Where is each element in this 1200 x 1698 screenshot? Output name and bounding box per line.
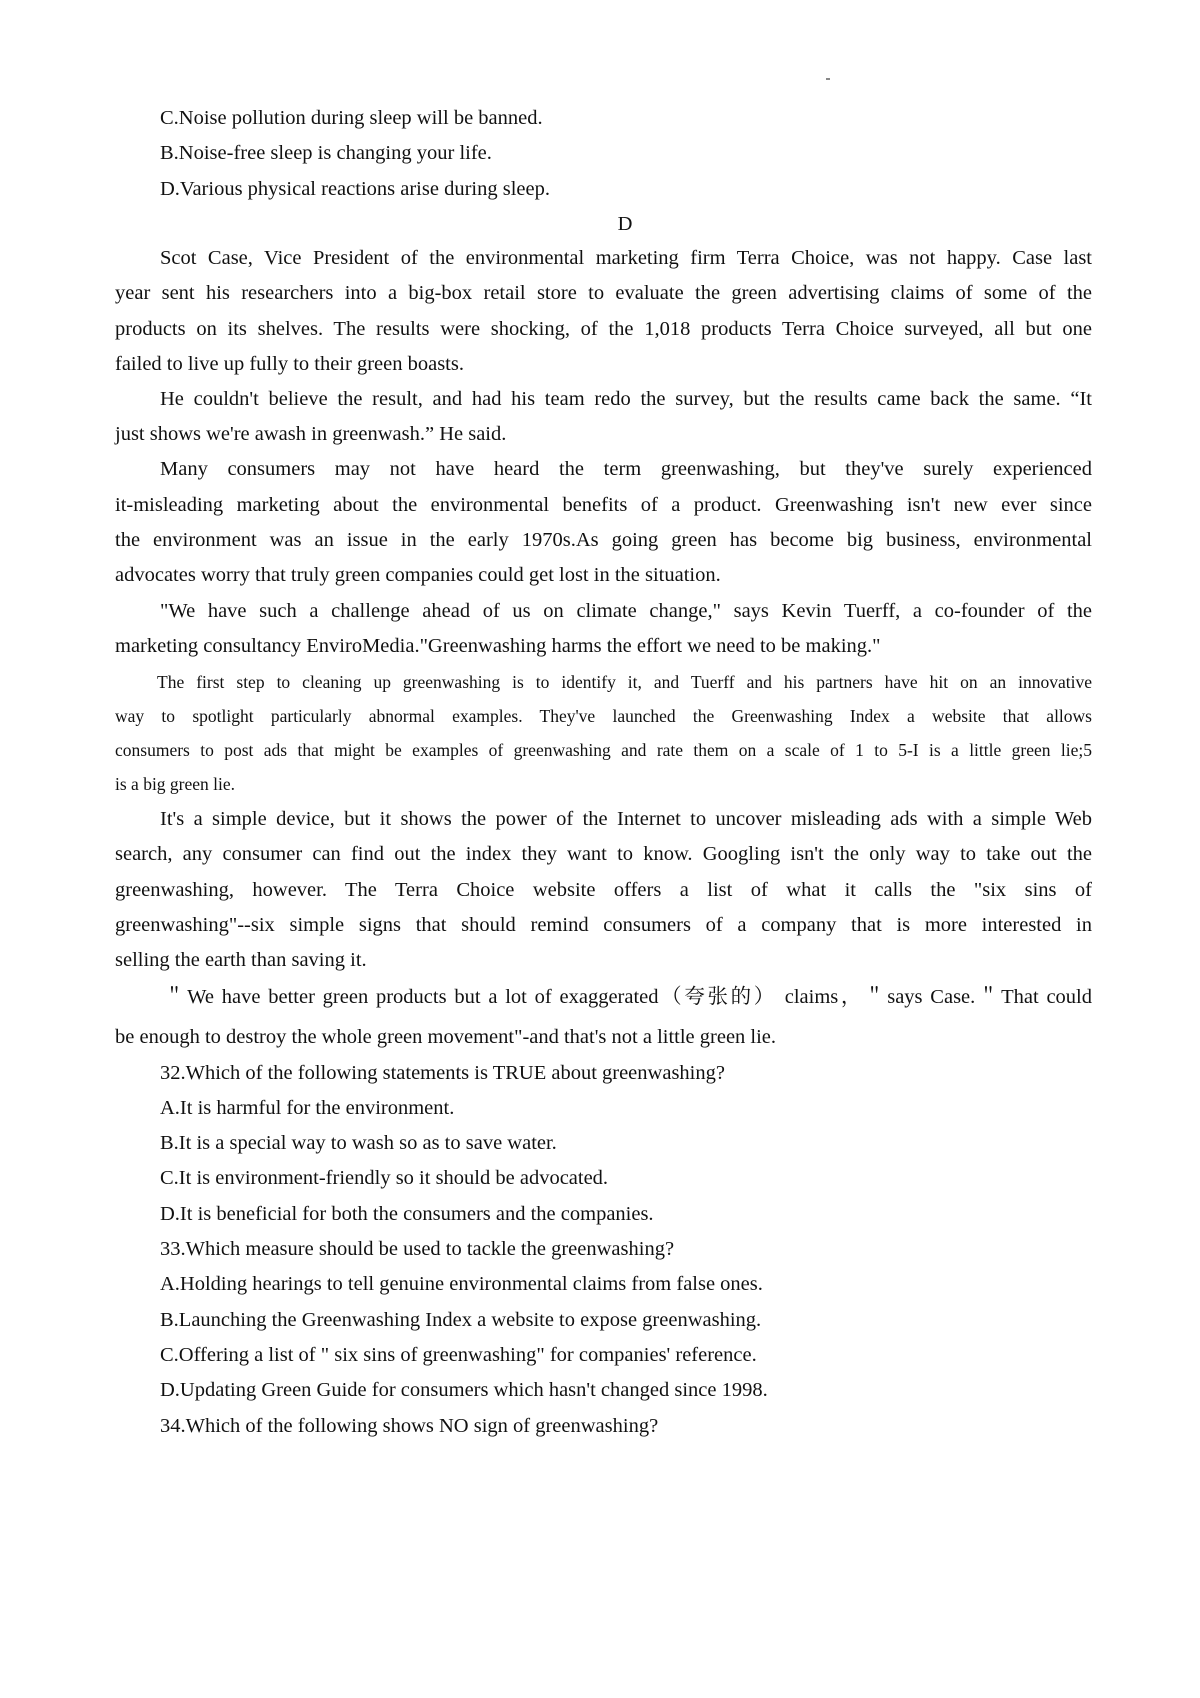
passage-line: "We have such a challenge ahead of us on climate change," says Kevin Tuerff, a co-founder of the	[160, 600, 1092, 622]
passage-line: greenwashing, however. The Terra Choice website offers a list of what it calls the "six sins of	[115, 879, 1092, 901]
scan-mark	[826, 78, 830, 80]
answer-option: A.It is harmful for the environment.	[160, 1097, 455, 1119]
passage-line: the environment was an issue in the early 1970s.As going green has become big business, environmental	[115, 529, 1092, 551]
passage-line: be enough to destroy the whole green movement"-and that's not a little green lie.	[115, 1026, 777, 1048]
passage-line: way to spotlight particularly abnormal examples. They've launched the Greenwashing Index a website that allows	[115, 706, 1092, 726]
passage-line: Many consumers may not have heard the term greenwashing, but they've surely experienced	[160, 458, 1092, 480]
passage-line: selling the earth than saving it.	[115, 949, 367, 971]
passage-line: Scot Case, Vice President of the environmental marketing firm Terra Choice, was not happy. Case last	[160, 247, 1092, 269]
answer-option: A.Holding hearings to tell genuine environmental claims from false ones.	[160, 1273, 763, 1295]
passage-line: it-misleading marketing about the environmental benefits of a product. Greenwashing isn't new ever since	[115, 494, 1092, 516]
passage-line: consumers to post ads that might be examples of greenwashing and rate them on a scale of 1 to 5-I is a little green lie;5	[115, 740, 1092, 760]
passage-line: He couldn't believe the result, and had his team redo the survey, but the results came back the same. “It	[160, 388, 1092, 410]
passage-line: greenwashing"--six simple signs that should remind consumers of a company that is more interested in	[115, 914, 1092, 936]
prev-option-c: C.Noise pollution during sleep will be banned.	[160, 107, 543, 129]
passage-line: failed to live up fully to their green boasts.	[115, 353, 464, 375]
passage-line: It's a simple device, but it shows the power of the Internet to uncover misleading ads with a simple Web	[160, 808, 1092, 830]
answer-option: C.It is environment-friendly so it should be advocated.	[160, 1167, 609, 1189]
section-heading: D	[617, 213, 633, 235]
prev-option-b: B.Noise-free sleep is changing your life.	[160, 142, 492, 164]
passage-line: search, any consumer can find out the index they want to know. Googling isn't the only way to take out the	[115, 843, 1092, 865]
question-stem: 34.Which of the following shows NO sign of greenwashing?	[160, 1415, 659, 1437]
prev-option-d: D.Various physical reactions arise during sleep.	[160, 178, 550, 200]
question-stem: 33.Which measure should be used to tackle the greenwashing?	[160, 1238, 675, 1260]
question-stem: 32.Which of the following statements is TRUE about greenwashing?	[160, 1062, 725, 1084]
passage-line: The first step to cleaning up greenwashing is to identify it, and Tuerff and his partners have hit on an innovative	[157, 672, 1092, 692]
passage-line: year sent his researchers into a big-box retail store to evaluate the green advertising claims of some of the	[115, 282, 1092, 304]
passage-line: advocates worry that truly green companies could get lost in the situation.	[115, 564, 721, 586]
passage-line: just shows we're awash in greenwash.” He said.	[115, 423, 507, 445]
answer-option: C.Offering a list of " six sins of greenwashing" for companies' reference.	[160, 1344, 757, 1366]
passage-line: products on its shelves. The results were shocking, of the 1,018 products Terra Choice surveyed, all but one	[115, 318, 1092, 340]
passage-line: ＂We have better green products but a lot of exaggerated（夸张的） claims，＂says Case.＂That could	[164, 986, 1092, 1008]
answer-option: B.Launching the Greenwashing Index a website to expose greenwashing.	[160, 1309, 762, 1331]
passage-line: marketing consultancy EnviroMedia."Greenwashing harms the effort we need to be making."	[115, 635, 881, 657]
answer-option: B.It is a special way to wash so as to save water.	[160, 1132, 557, 1154]
answer-option: D.Updating Green Guide for consumers which hasn't changed since 1998.	[160, 1379, 768, 1401]
answer-option: D.It is beneficial for both the consumers and the companies.	[160, 1203, 654, 1225]
passage-line: is a big green lie.	[115, 774, 236, 794]
